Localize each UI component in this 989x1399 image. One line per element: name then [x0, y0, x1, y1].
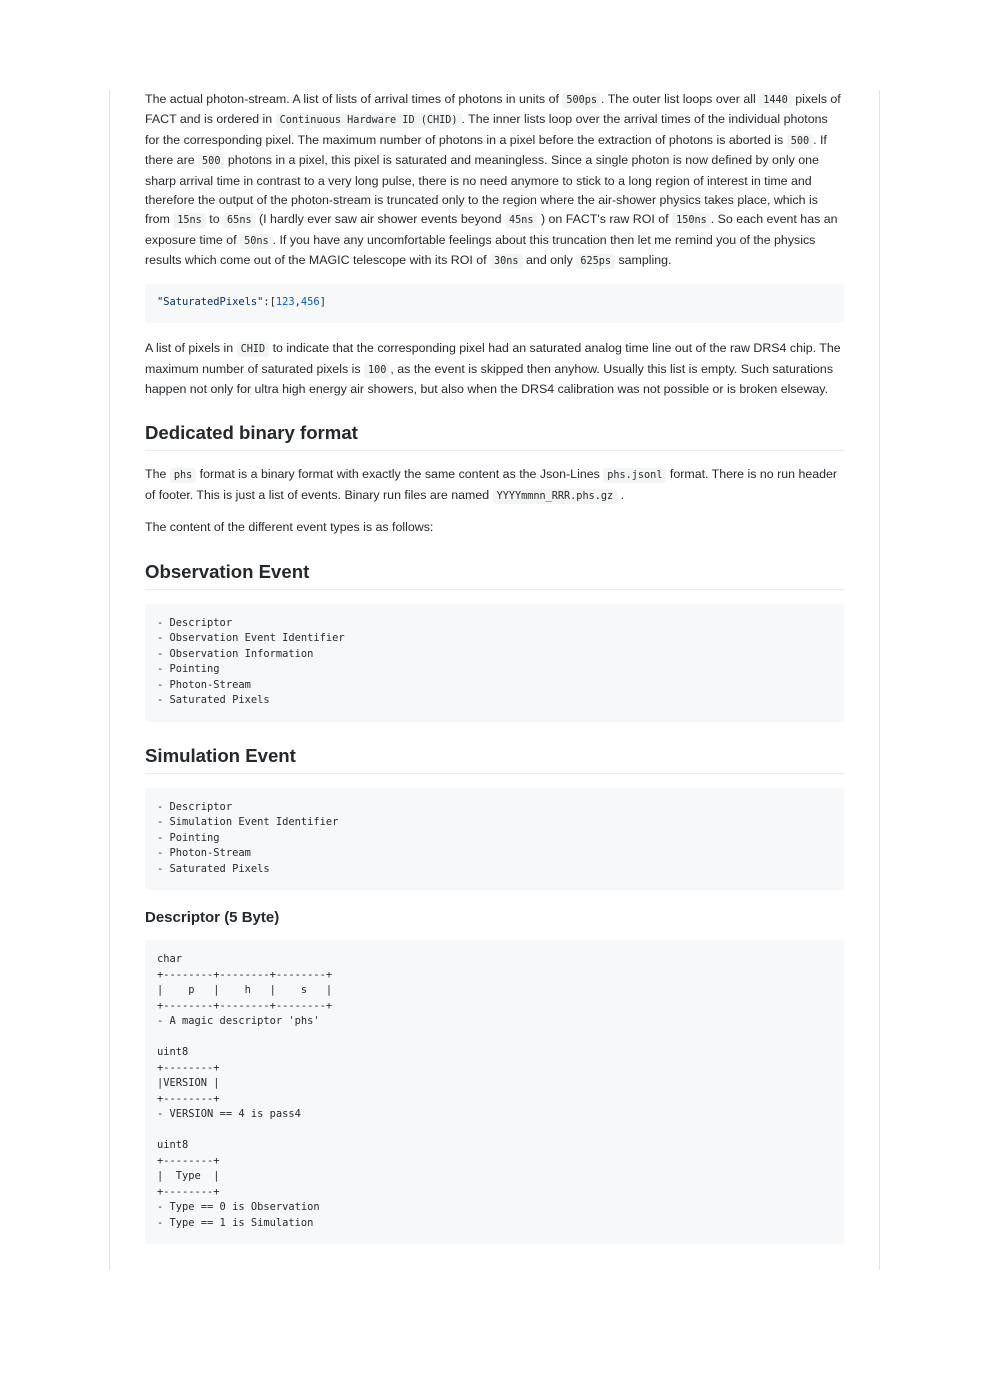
code-500ps: 500ps [562, 93, 601, 108]
photon-stream-paragraph: The actual photon-stream. A list of lists of arrival times of photons in units of 500ps . The outer list loops over all 1440 pixels of FACT and is ordered in Continuous Hardware ID (CHID) . The inner lists loop over the arrival times of the individual photons for the corresponding pixel. The maximum number of photons in a pixel before the extraction of photons is aborted is 500 . If there are 500 photons in a pixel, this pixel is saturated and meaningless. Since a single photon is now defined by only one sharp arrival time in contrast to a very long pulse, there is no need anymore to stick to a long region of interest in time and therefore the output of the photon-stream is truncated only to the region where the air-shower physics takes place, which is from 15ns to 65ns (I hardly ever saw air shower events beyond 45ns ) on FACT's raw ROI of 150ns . So each event has an exposure time of 50ns . If you have any uncomfortable feelings about this truncation then let me remind you of the physics results which come out of the MAGIC telescope with its ROI of 30ns and only 625ps sampling. [145, 92, 841, 268]
code-filename: YYYYmmnn_RRR.phs.gz [493, 489, 618, 504]
descriptor-code: char +--------+--------+--------+ | p | h | s | +--------+--------+--------+ - A magic descriptor 'phs' uint8 +--------+ |VERSION | +--------+ - VERSION == 4 is pass4 uint8 +--------+ | Type | +--------+ - Type == 0 is Observation - Type == 1 is Simulation [145, 940, 844, 1244]
observation-event-code: - Descriptor - Observation Event Identifier - Observation Information - Pointing - Photon-Stream - Saturated Pixels [145, 604, 844, 722]
code-chid-short: CHID [237, 342, 270, 357]
saturated-pixels-code: "SaturatedPixels":[123,456] [145, 284, 844, 324]
code-chid: Continuous Hardware ID (CHID) [276, 113, 462, 128]
code-500b: 500 [198, 154, 224, 169]
code-30ns: 30ns [490, 254, 523, 269]
heading-dedicated-binary-format: Dedicated binary format [145, 421, 844, 451]
event-types-intro: The content of the different event types is as follows: [145, 520, 434, 535]
code-phs: phs [170, 468, 196, 483]
code-500: 500 [787, 134, 813, 149]
heading-observation-event: Observation Event [145, 560, 844, 590]
heading-descriptor: Descriptor (5 Byte) [145, 909, 280, 927]
heading-simulation-event: Simulation Event [145, 744, 844, 774]
code-50ns: 50ns [240, 234, 273, 249]
code-phs-jsonl: phs.jsonl [603, 468, 666, 483]
binary-format-paragraph: The phs format is a binary format with exactly the same content as the Json-Lines phs.jsonl format. There is no run header of footer. This is just a list of events. Binary run files are named YYYYmmnn_RRR.phs.gz . [145, 467, 838, 502]
code-100: 100 [364, 363, 390, 378]
code-625ps: 625ps [576, 254, 615, 269]
code-65ns: 65ns [223, 213, 256, 228]
document-content [145, 90, 844, 1260]
saturated-pixels-paragraph: A list of pixels in CHID to indicate that the corresponding pixel had an saturated analog time line out of the raw DRS4 chip. The maximum number of saturated pixels is 100 , as the event is skipped then anyhow. Usually this list is empty. Such saturations happen not only for ultra high energy air showers, but also when the DRS4 calibration was not possible or is broken elseway. [145, 341, 841, 396]
code-45ns: 45ns [505, 213, 538, 228]
code-1440: 1440 [759, 93, 792, 108]
code-15ns: 15ns [173, 213, 206, 228]
simulation-event-code: - Descriptor - Simulation Event Identifier - Pointing - Photon-Stream - Saturated Pixels [145, 788, 844, 891]
code-150ns: 150ns [672, 213, 711, 228]
